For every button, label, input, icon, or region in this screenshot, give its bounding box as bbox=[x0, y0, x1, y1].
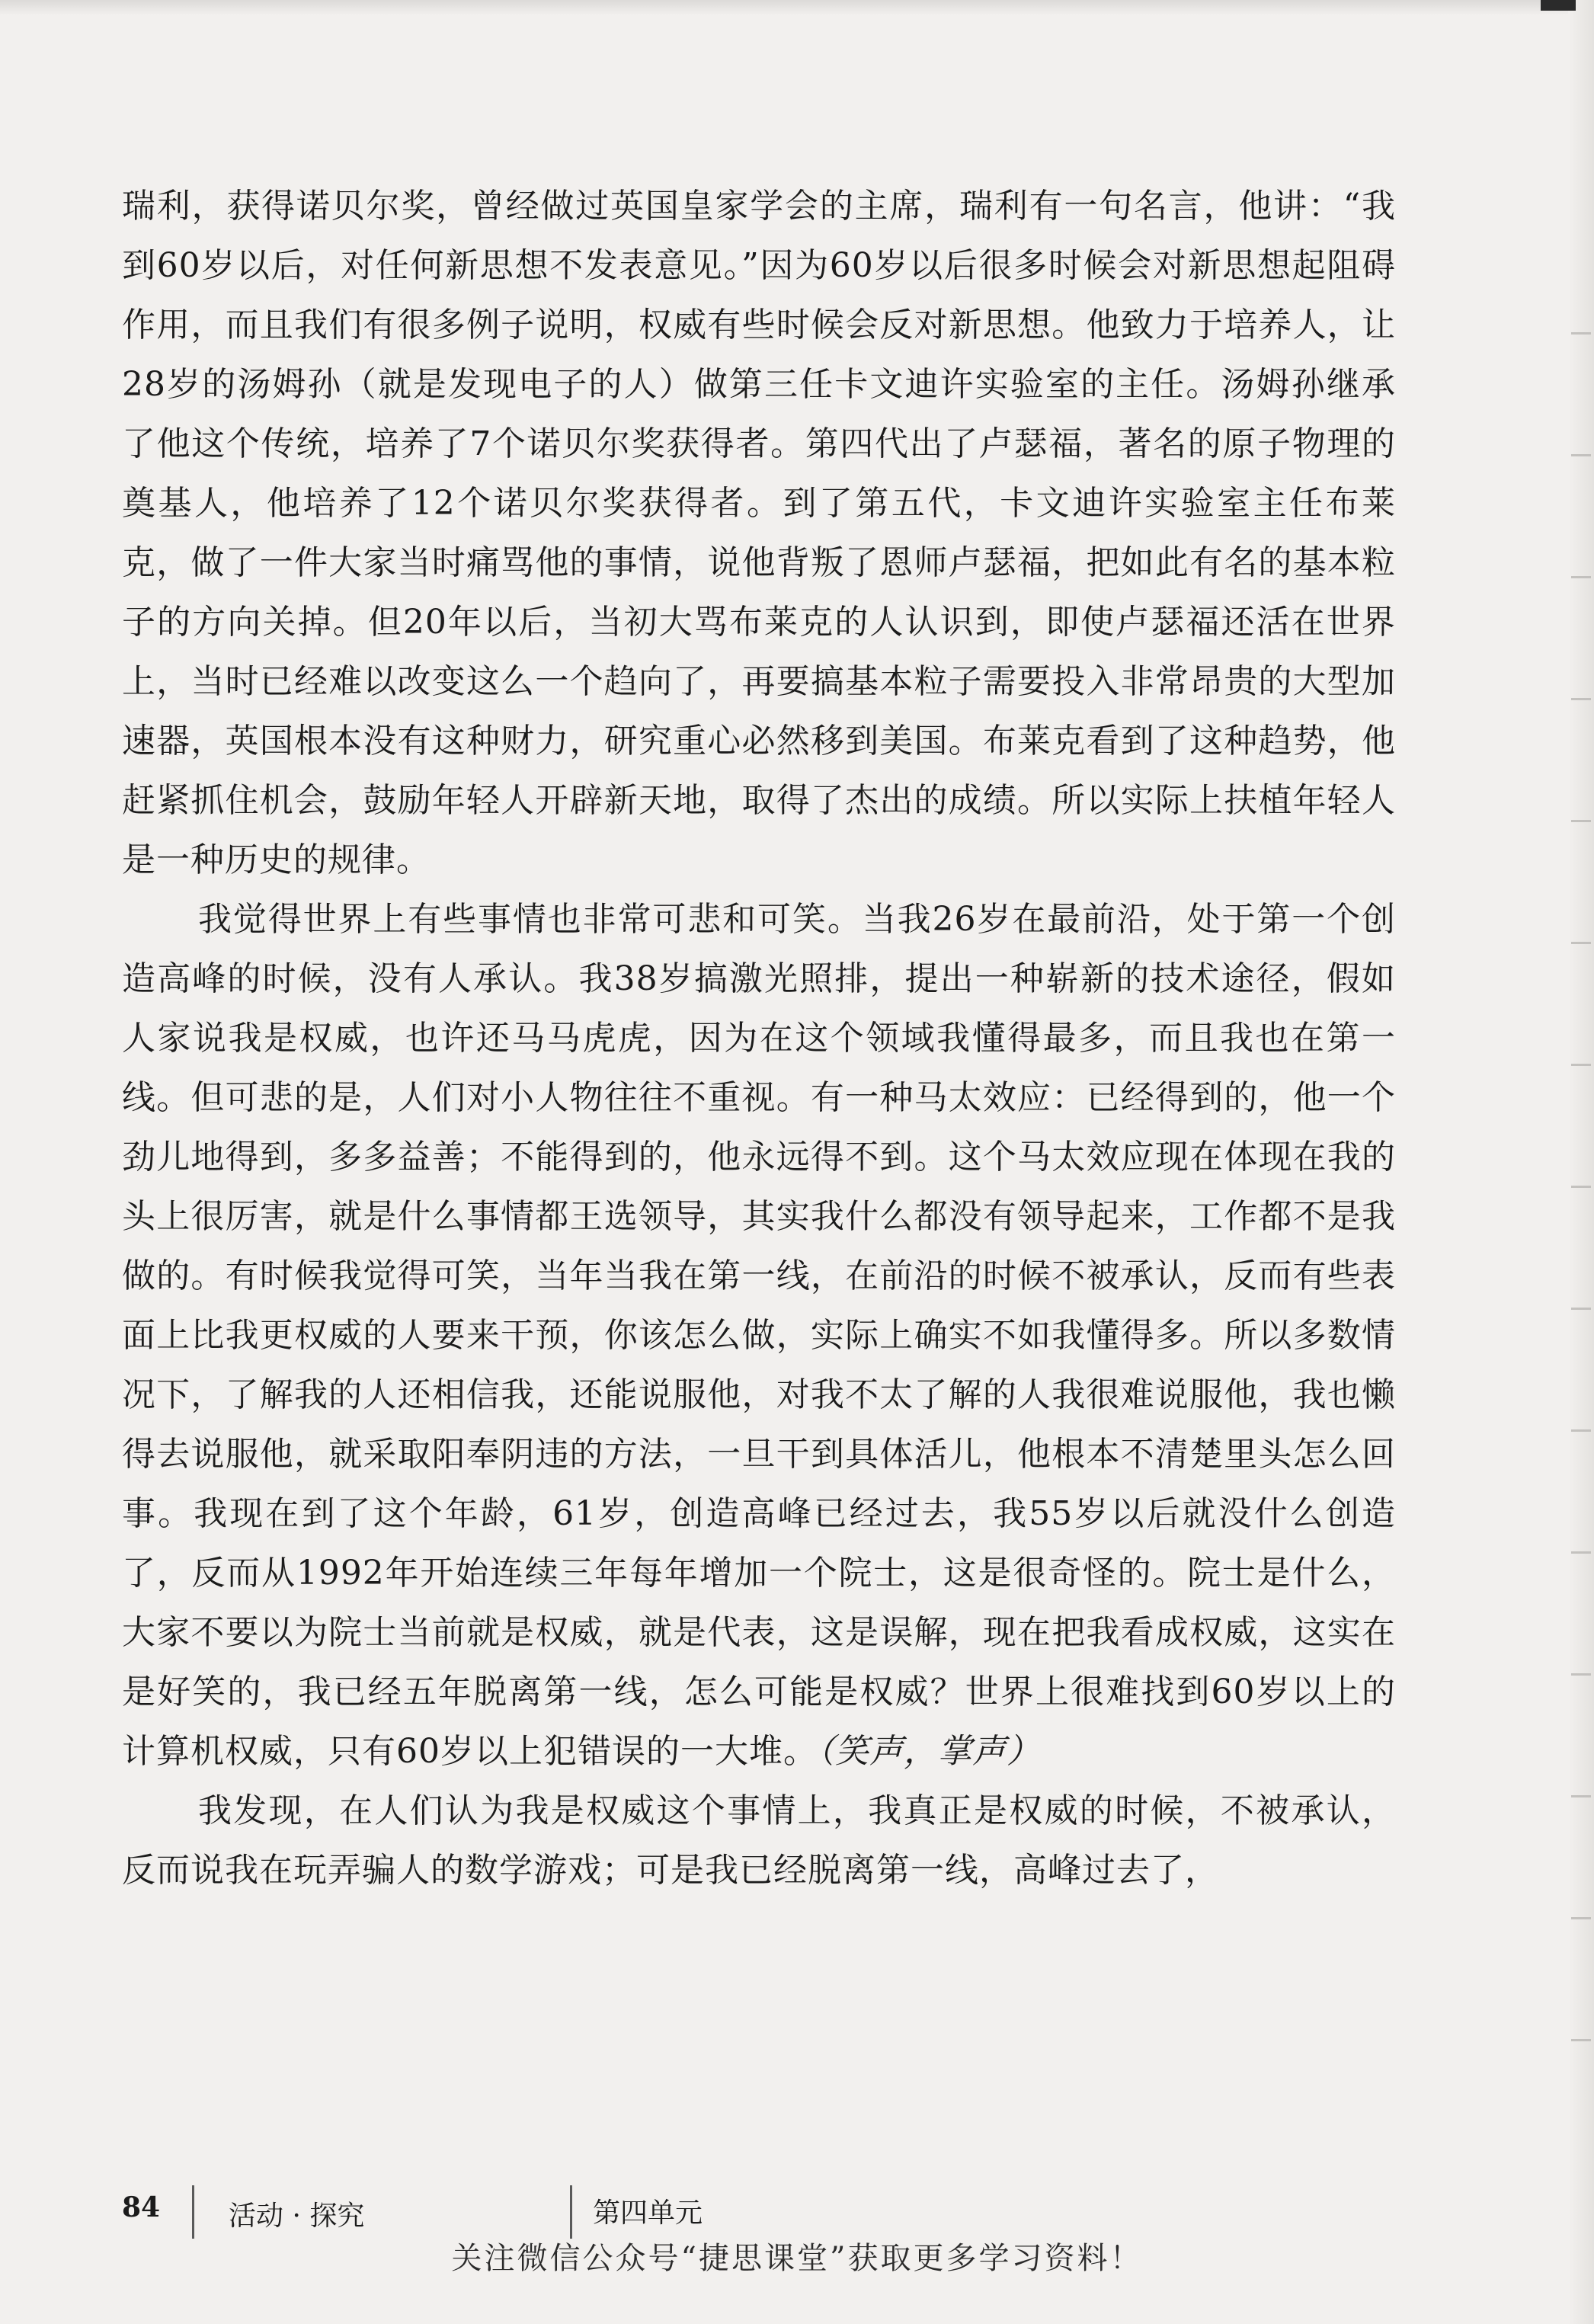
scan-top-edge bbox=[0, 0, 1594, 15]
paragraph-2-text: 我觉得世界上有些事情也非常可悲和可笑。当我26岁在最前沿，处于第一个创造高峰的时候，没有人承认。我38岁搞激光照排，提出一种崭新的技术途径，假如人家说我是权威，也许还马马虎虎，因为在这个领域我懂得最多，而且我也在第一线。但可悲的是，人们对小人物往往不重视。有一种马太效应：已经得到的，他一个劲儿地得到，多多益善；不能得到的，他永远得不到。这个马太效应现在体现在我的头上很厉害，就是什么事情都王选领导，其实我什么都没有领导起来，工作都不是我做的。有时候我觉得可笑，当年当我在第一线，在前沿的时候不被承认，反而有些表面上比我更权威的人要来干预，你该怎么做，实际上确实不如我懂得多。所以多数情况下，了解我的人还相信我，还能说服他，对我不太了解的人我很难说服他，我也懒得去说服他，就采取阳奉阴违的方法，一旦干到具体活儿，他根本不清楚里头怎么回事。我现在到了这个年龄，61岁，创造高峰已经过去，我55岁以后就没什么创造了，反而从1992年开始连续三年每年增加一个院士，这是很奇怪的。院士是什么，大家不要以为院士当前就是权威，就是代表，这是误解，现在把我看成权威，这实在是好笑的，我已经五年脱离第一线，怎么可能是权威？世界上很难找到60岁以上的计算机权威，只有60岁以上犯错误的一大堆。 bbox=[122, 900, 1396, 1771]
stage-note: （笑声，掌声） bbox=[818, 1732, 1041, 1771]
scan-corner-mark bbox=[1541, 0, 1576, 11]
article-body bbox=[122, 177, 1396, 1900]
paragraph-2 bbox=[122, 890, 1396, 1781]
page-footer bbox=[122, 2185, 1417, 2239]
page-number: 84 bbox=[122, 2191, 161, 2223]
wechat-notice: 关注微信公众号“捷思课堂”获取更多学习资料！ bbox=[451, 2241, 1143, 2276]
footer-divider bbox=[192, 2185, 194, 2239]
footer-divider bbox=[570, 2185, 572, 2239]
footer-unit-title: 第四单元 bbox=[593, 2198, 703, 2229]
page-edge-marks bbox=[1571, 229, 1591, 2134]
footer-section-title: 活动 · 探究 bbox=[229, 2201, 365, 2232]
paragraph-1: 瑞利，获得诺贝尔奖，曾经做过英国皇家学会的主席，瑞利有一句名言，他讲：“我到60岁以后，对任何新思想不发表意见。”因为60岁以后很多时候会对新思想起阻碍作用，而且我们有很多例子说明，权威有些时候会反对新思想。他致力于培养人，让28岁的汤姆孙（就是发现电子的人）做第三任卡文迪许实验室的主任。汤姆孙继承了他这个传统，培养了7个诺贝尔奖获得者。第四代出了卢瑟福，著名的原子物理的奠基人，他培养了12个诺贝尔奖获得者。到了第五代，卡文迪许实验室主任布莱克，做了一件大家当时痛骂他的事情，说他背叛了恩师卢瑟福，把如此有名的基本粒子的方向关掉。但20年以后，当初大骂布莱克的人认识到，即使卢瑟福还活在世界上，当时已经难以改变这么一个趋向了，再要搞基本粒子需要投入非常昂贵的大型加速器，英国根本没有这种财力，研究重心必然移到美国。布莱克看到了这种趋势，他赶紧抓住机会，鼓励年轻人开辟新天地，取得了杰出的成绩。所以实际上扶植年轻人是一种历史的规律。 bbox=[122, 187, 1396, 879]
paragraph-3: 我发现，在人们认为我是权威这个事情上，我真正是权威的时候，不被承认，反而说我在玩弄骗人的数学游戏；可是我已经脱离第一线，高峰过去了， bbox=[122, 1791, 1396, 1890]
